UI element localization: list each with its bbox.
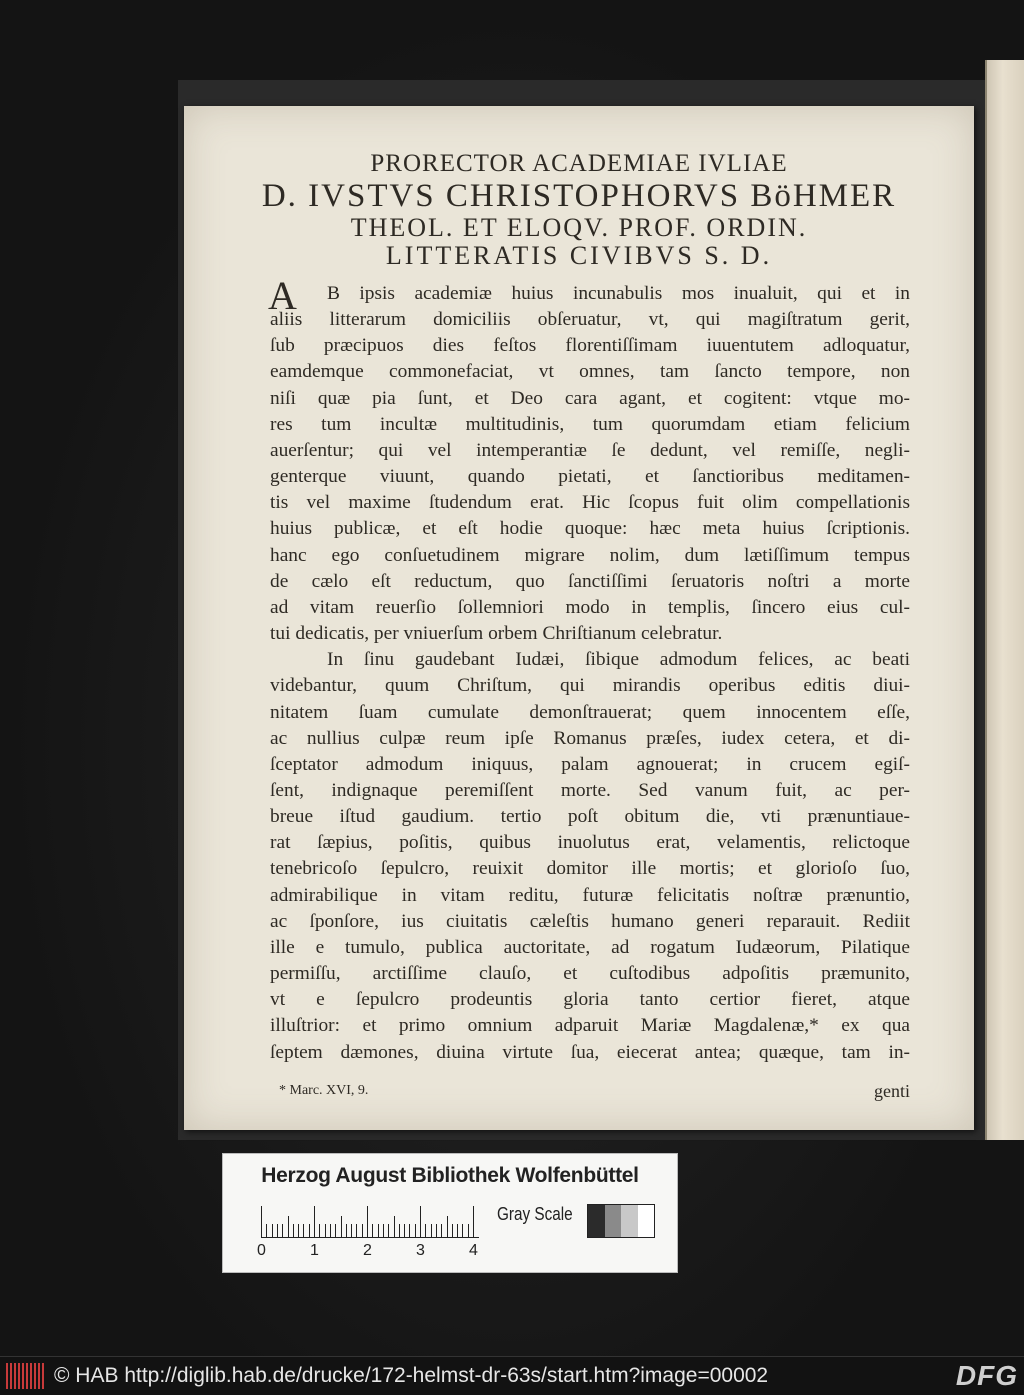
ruler-tick — [462, 1224, 463, 1238]
text-line: hanc ego conſuetudinem migrare nolim, dum lætiſſimum tempus — [270, 544, 910, 566]
ruler-tick — [399, 1224, 400, 1238]
text-line: aliis litterarum domiciliis obſeruatur, vt, qui magiſtratum gerit, — [270, 309, 910, 331]
ruler-tick — [436, 1224, 437, 1238]
ruler-tick — [330, 1224, 331, 1238]
text-line: ad vitam reuerſio ſollemniori modo in templis, ſincero eius cul- — [270, 596, 910, 618]
ruler-number: 4 — [469, 1242, 478, 1259]
text-line: nitatem ſuam cumulate demonſtrauerat; quem innocentem eſſe, — [270, 701, 910, 723]
ruler-number: 0 — [257, 1242, 266, 1259]
gray-patch — [638, 1205, 655, 1237]
text-line: admirabilique in vitam reditu, futuræ felicitatis noſtræ prænuntio, — [270, 884, 910, 906]
text-line: huius publicæ, et eſt hodie quoque: hæc meta huius ſcriptionis. — [270, 518, 910, 540]
gray-patch — [621, 1205, 638, 1237]
text-line: ille e tumulo, publica auctoritate, ad rogatum Iudæorum, Pilatique — [270, 936, 910, 958]
text-line: ſeptem dæmones, diuina virtute ſua, eiecerat antea; quæque, tam in- — [270, 1041, 910, 1063]
adjacent-page-edge — [985, 60, 1024, 1140]
heading-line: THEOL. ET ELOQV. PROF. ORDIN. — [350, 213, 808, 242]
library-name: Herzog August Bibliothek Wolfenbüttel — [261, 1164, 639, 1187]
heading-line: D. IVSTVS CHRISTOPHORVS BöHMER — [261, 178, 897, 214]
ruler-tick — [383, 1224, 384, 1238]
text-line: vt e ſepulcro prodeuntis gloria tanto certior fieret, atque — [270, 989, 910, 1011]
ruler-number: 3 — [416, 1242, 425, 1259]
text-line: de cælo eſt reductum, quo ſanctiſſimi ſeruatoris noſtri a morte — [270, 570, 910, 592]
ruler-tick — [282, 1224, 283, 1238]
text-line: tenebricoſo ſepulcro, reuixit domitor ille mortis; et glorioſo ſuo, — [270, 858, 910, 880]
text-line: rat ſæpius, poſitis, quibus inuolutus erat, velamentis, relictoque — [270, 832, 910, 854]
dfg-logo: DFG — [952, 1360, 1018, 1392]
ruler-tick — [314, 1206, 315, 1238]
text-line: tui dedicatis, per vniuerſum orbem Chriſtianum celebratur. — [270, 623, 723, 645]
footnote: * Marc. XVI, 9. — [279, 1083, 369, 1098]
ruler-tick — [319, 1224, 320, 1238]
measurement-ruler — [261, 1206, 479, 1238]
body-text — [270, 281, 910, 1066]
ruler-tick — [372, 1224, 373, 1238]
text-line: ſceptator admodum iniquus, palam agnouerat; in crucem egiſ- — [270, 753, 910, 775]
heading-line: LITTERATIS CIVIBVS S. D. — [385, 241, 773, 270]
ruler-tick — [473, 1206, 474, 1238]
text-line: B ipsis academiæ huius incunabulis mos inualuit, qui et in — [327, 283, 910, 304]
text-line: ac nullius culpæ reum ipſe Romanus præſes, iudex cetera, et di- — [270, 727, 910, 749]
ruler-tick — [272, 1224, 273, 1238]
gray-patch — [605, 1205, 622, 1237]
ruler-tick — [409, 1224, 410, 1238]
ruler-tick — [341, 1216, 342, 1238]
ruler-tick — [309, 1224, 310, 1238]
ruler-tick — [420, 1206, 421, 1238]
ruler-tick — [261, 1206, 262, 1238]
drop-capital: A — [268, 273, 297, 318]
ruler-tick — [447, 1216, 448, 1238]
text-line: ac ſponſore, ius ciuitatis cæleſtis humano generi reparauit. Rediit — [270, 910, 910, 932]
catchword: genti — [874, 1081, 910, 1101]
ruler-tick — [325, 1224, 326, 1238]
copyright-link[interactable]: © HAB http://diglib.hab.de/drucke/172-helmst-dr-63s/start.htm?image=00002 — [54, 1364, 769, 1387]
viewer-footer — [0, 1356, 1024, 1395]
ruler-tick — [266, 1224, 267, 1238]
text-line: auerſentur; qui vel intemperantiæ ſe dedunt, vel remiſſe, negli- — [270, 439, 910, 461]
ruler-tick — [288, 1216, 289, 1238]
text-line: illuſtrior: et primo omnium adparuit Mariæ Magdalenæ,* ex qua — [270, 1015, 910, 1037]
ruler-tick — [431, 1224, 432, 1238]
ruler-tick — [378, 1224, 379, 1238]
text-line: niſi quæ pia ſunt, et Deo cara agant, et cogitent: vtque mo- — [270, 387, 910, 409]
ruler-tick — [362, 1224, 363, 1238]
gray-scale-patches — [587, 1204, 655, 1238]
text-line: videbantur, quum Chriſtum, qui mirandis operibus editis diui- — [270, 675, 910, 697]
ruler-tick — [367, 1206, 368, 1238]
ruler-number: 2 — [363, 1242, 372, 1259]
text-line: In ſinu gaudebant Iudæi, ſibique admodum felices, ac beati — [327, 649, 910, 671]
text-line: tis vel maxime ſtudendum erat. Hic ſcopus fuit olim compellationis — [270, 492, 910, 514]
ruler-tick — [335, 1224, 336, 1238]
ruler-tick — [388, 1224, 389, 1238]
ruler-tick — [293, 1224, 294, 1238]
text-line: res tum incultæ multitudinis, tum quorumdam etiam felicium — [270, 413, 910, 435]
ruler-tick — [452, 1224, 453, 1238]
ruler-tick — [404, 1224, 405, 1238]
ruler-tick — [415, 1224, 416, 1238]
text-line: permiſſu, arctiſſime clauſo, et cuſtodibus adpoſitis præmunito, — [270, 963, 910, 985]
gray-patch — [588, 1205, 605, 1237]
ruler-tick — [356, 1224, 357, 1238]
ruler-tick — [457, 1224, 458, 1238]
ruler-tick — [441, 1224, 442, 1238]
document-page — [184, 106, 974, 1130]
library-scan-label — [222, 1153, 678, 1273]
heading-line: PRORECTOR ACADEMIAE IVLIAE — [370, 150, 788, 177]
text-line: ſent, indignaque peremiſſent morte. Sed vanum fuit, ac per- — [270, 779, 910, 801]
text-line: genterque viuunt, quando pietati, et ſanctioribus meditamen- — [270, 466, 910, 488]
ruler-tick — [298, 1224, 299, 1238]
ruler-tick — [303, 1224, 304, 1238]
text-line: breue iſtud gaudium. tertio poſt obitum die, vti prænuntiaue- — [270, 806, 910, 828]
text-line: eamdemque commonefaciat, vt omnes, tam ſancto tempore, non — [270, 361, 910, 383]
gray-scale-label: Gray Scale — [497, 1204, 573, 1224]
ruler-tick — [351, 1224, 352, 1238]
ruler-tick — [277, 1224, 278, 1238]
text-line: ſub præcipuos dies feſtos florentiſſimam iuuentutem adloquatur, — [270, 335, 910, 357]
hab-logo-icon — [6, 1363, 48, 1389]
ruler-tick — [425, 1224, 426, 1238]
ruler-tick — [346, 1224, 347, 1238]
ruler-number: 1 — [310, 1242, 319, 1259]
ruler-tick — [394, 1216, 395, 1238]
ruler-tick — [468, 1224, 469, 1238]
